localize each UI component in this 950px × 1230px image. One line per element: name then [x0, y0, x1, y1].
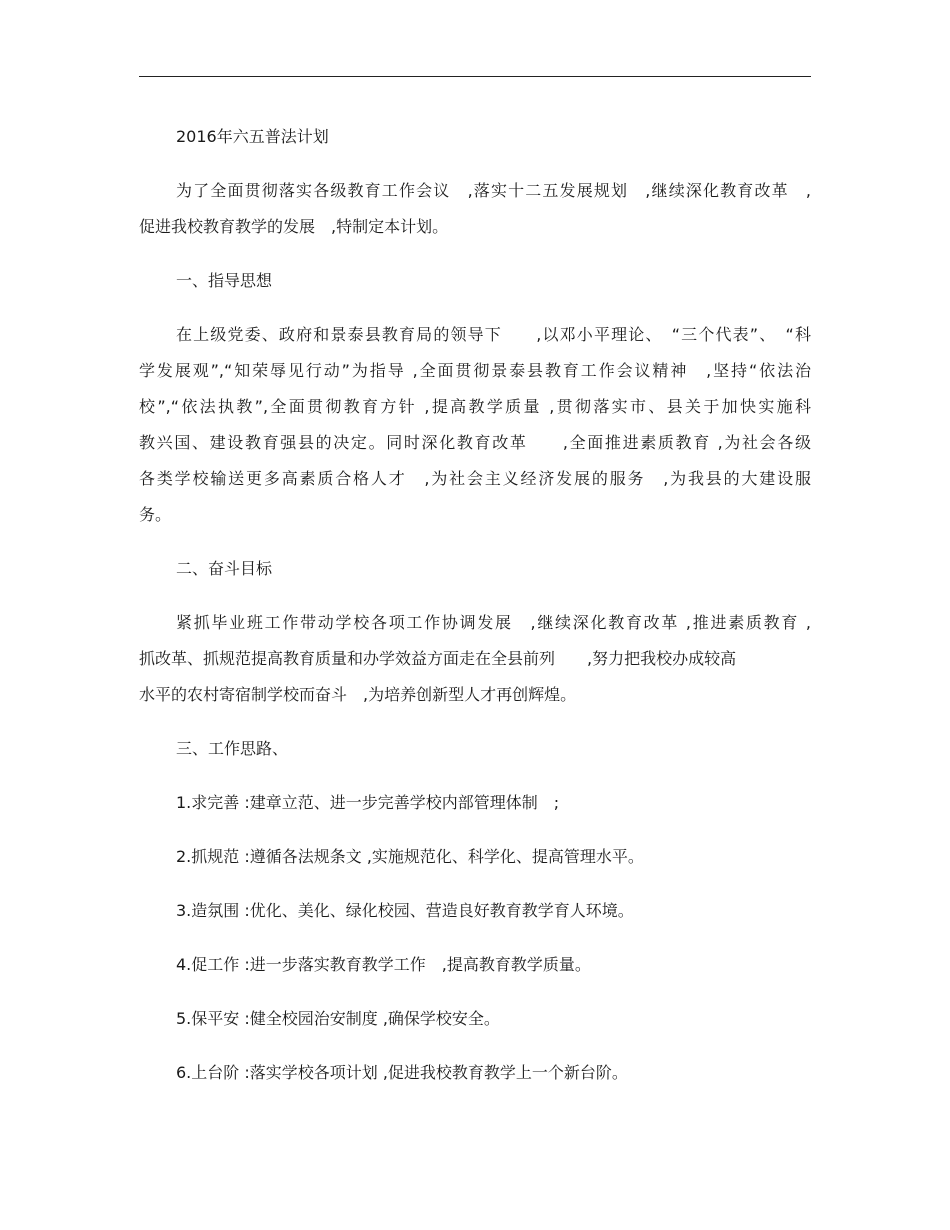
list-item: 1.求完善 :建章立范、进一步完善学校内部管理体制 ;	[176, 793, 560, 812]
list-item: 2.抓规范 :遵循各法规条文 ,实施规范化、科学化、提高管理水平。	[176, 847, 644, 866]
paragraph-line: 各类学校输送更多高素质合格人才 ,为社会主义经济发展的服务 ,为我县的大建设服	[139, 469, 811, 488]
paragraph-line: 紧抓毕业班工作带动学校各项工作协调发展 ,继续深化教育改革 ,推进素质教育 ,	[176, 613, 811, 632]
intro-paragraph	[139, 173, 811, 245]
paragraph-line: 教兴国、建设教育强县的决定。同时深化教育改革 ,全面推进素质教育 ,为社会各级	[139, 433, 811, 452]
paragraph-line: 在上级党委、政府和景泰县教育局的领导下 ,以邓小平理论、 “三个代表”、 “科	[176, 325, 811, 344]
section-1-paragraph	[139, 317, 811, 533]
paragraph-line: 校”,“依法执教”,全面贯彻教育方针 ,提高教学质量 ,贯彻落实市、县关于加快实施科	[139, 397, 811, 416]
list-item: 4.促工作 :进一步落实教育教学工作 ,提高教育教学质量。	[176, 955, 591, 974]
intro-line: 为了全面贯彻落实各级教育工作会议 ,落实十二五发展规划 ,继续深化教育改革 ,	[176, 181, 811, 200]
list-item: 3.造氛围 :优化、美化、绿化校园、营造良好教育教学育人环境。	[176, 901, 634, 920]
document-title: 2016年六五普法计划	[176, 127, 329, 146]
section-heading-3: 三、工作思路、	[176, 739, 289, 758]
list-item: 6.上台阶 :落实学校各项计划 ,促进我校教育教学上一个新台阶。	[176, 1063, 628, 1082]
section-heading-2: 二、奋斗目标	[176, 559, 273, 578]
section-2-paragraph	[139, 605, 811, 713]
paragraph-line: 抓改革、抓规范提高教育质量和办学效益方面走在全县前列 ,努力把我校办成较高	[139, 649, 737, 668]
paragraph-line: 学发展观”,“知荣辱见行动”为指导 ,全面贯彻景泰县教育工作会议精神 ,坚持“依法治	[139, 361, 811, 380]
section-heading-1: 一、指导思想	[176, 271, 273, 290]
list-item: 5.保平安 :健全校园治安制度 ,确保学校安全。	[176, 1009, 500, 1028]
paragraph-line: 水平的农村寄宿制学校而奋斗 ,为培养创新型人才再创辉煌。	[139, 685, 577, 704]
header-rule	[139, 76, 811, 77]
intro-line: 促进我校教育教学的发展 ,特制定本计划。	[139, 217, 449, 236]
document-body	[139, 119, 811, 1091]
paragraph-line: 务。	[139, 505, 172, 524]
